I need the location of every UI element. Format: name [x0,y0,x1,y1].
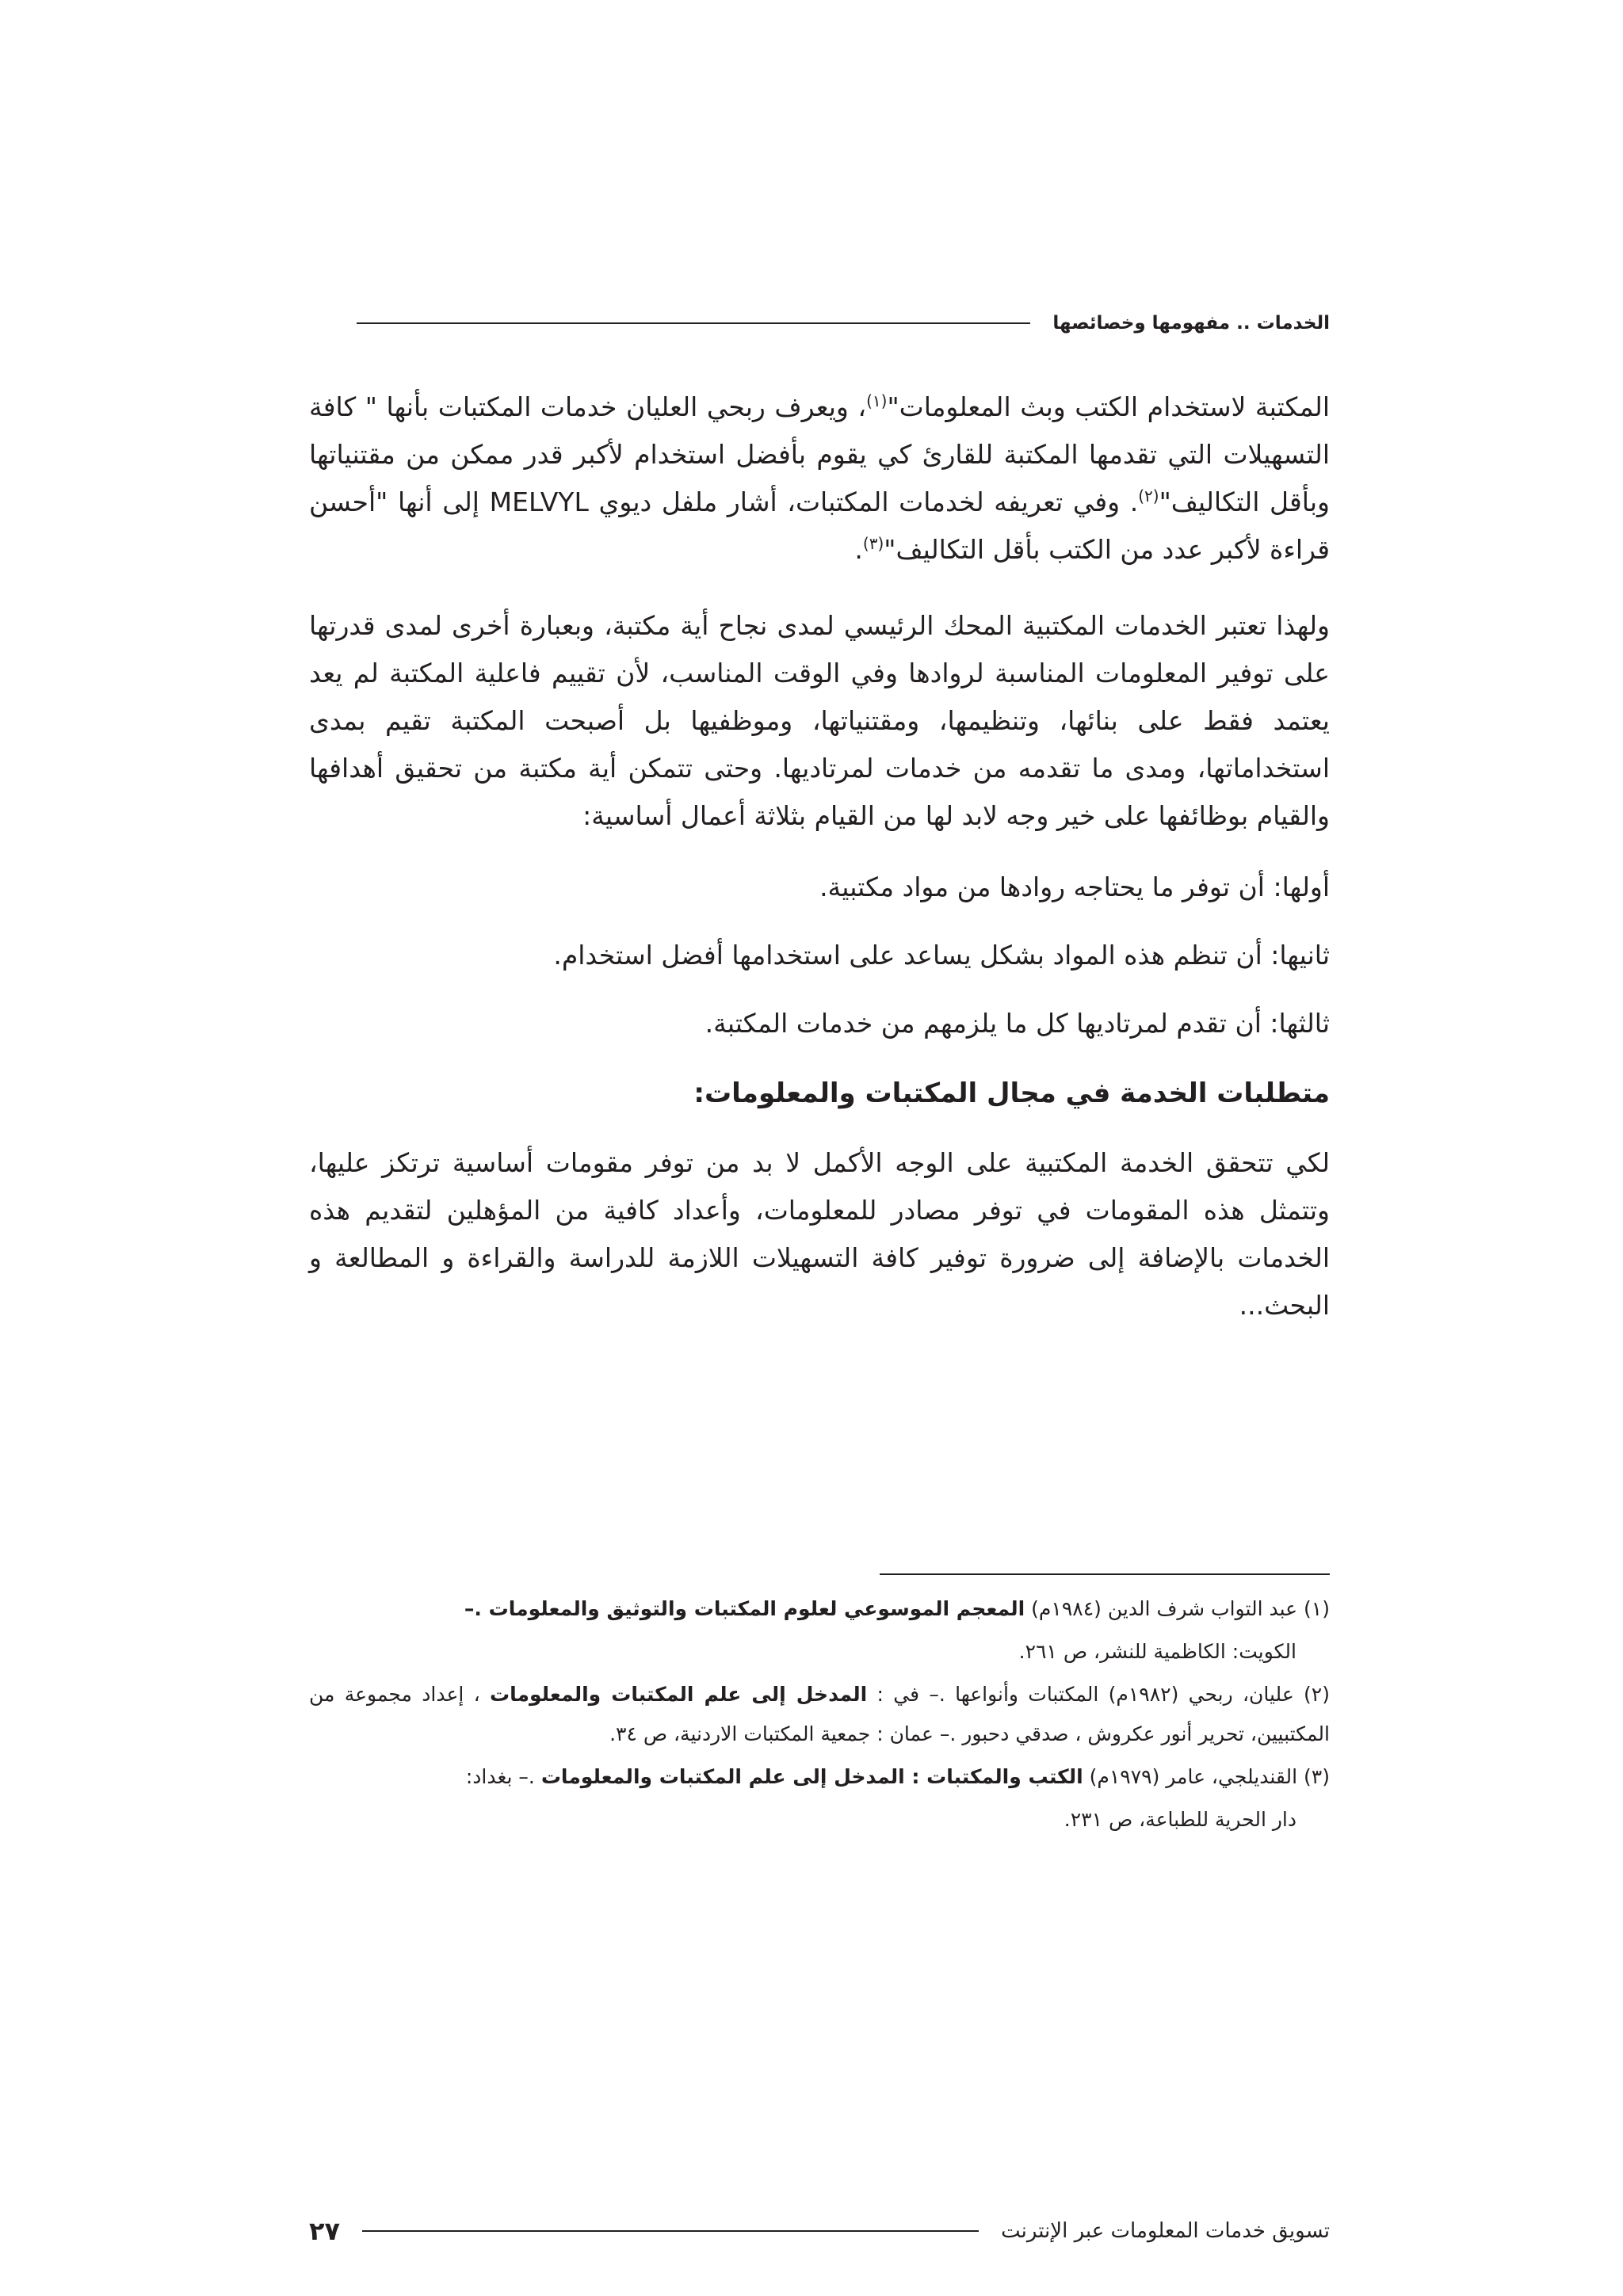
footnote-1 [309,1589,1330,1629]
document-page [309,0,1330,2296]
footnote-1-continued: الكويت: الكاظمية للنشر، ص ٢٦١. [1018,1640,1296,1663]
section-heading: متطلبات الخدمة في مجال المكتبات والمعلومات: [693,1077,1330,1109]
footnotes [309,1589,1330,1843]
running-footer [309,2212,1330,2250]
paragraph-1-part-a: المكتبة لاستخدام الكتب وبث المعلومات" [887,391,1331,422]
footnote-2-author: (٢) عليان، ربحي (١٩٨٢م) المكتبات وأنواعها .– في : [867,1683,1330,1706]
footer-rule [362,2230,979,2232]
footnote-2-details: ، إعداد مجموعة من المكتبيين، تحرير أنور عكروش ، صدقي دحبور .– عمان : جمعية المكتبات الاردنية، ص ٣٤. [309,1683,1330,1745]
paragraph-1 [309,383,1330,574]
page-number: ٢٧ [309,2216,341,2246]
body-text [309,383,1330,1329]
header-rule [357,322,1030,324]
footnote-2 [309,1675,1330,1754]
footnote-3-title: الكتب والمكتبات : المدخل إلى علم المكتبات والمعلومات [540,1765,1083,1788]
list-item-2: ثانيها: أن تنظم هذه المواد بشكل يساعد على استخدامها أفضل استخدام. [553,940,1330,971]
footnote-1-author: (١) عبد التواب شرف الدين (١٩٨٤م) [1025,1597,1330,1620]
running-header-title: الخدمات .. مفهومها وخصائصها [1052,313,1330,334]
footnote-2-title: المدخل إلى علم المكتبات والمعلومات [489,1683,868,1706]
footnote-3 [309,1757,1330,1797]
running-header [309,307,1330,339]
footnote-3-continued: دار الحرية للطباعة، ص ٢٣١. [1064,1808,1296,1831]
paragraph-3: لكي تتحقق الخدمة المكتبية على الوجه الأكمل لا بد من توفر مقومات أساسية ترتكز عليها، وتتمثل هذه المقومات في توفر مصادر للمعلومات، وأعداد كافية من المؤهلين لتقديم هذه الخدمات بالإضافة إلى ضرورة توفير كافة التسهيلات اللازمة للدراسة والقراءة و المطالعة و البحث... [309,1147,1330,1321]
footer-book-title: تسويق خدمات المعلومات عبر الإنترنت [1001,2219,1330,2243]
footnote-separator [880,1573,1330,1575]
paragraph-2: ولهذا تعتبر الخدمات المكتبية المحك الرئيسي لمدى نجاح أية مكتبة، وبعبارة أخرى لمدى قدرتها على توفير المعلومات المناسبة لروادها وفي الوقت المناسب، لأن تقييم فاعلية المكتبة لم يعد يعتمد فقط على بنائها، وتنظيمها، ومقتنياتها، وموظفيها بل أصبحت المكتبة تقيم بمدى استخداماتها، ومدى ما تقدمه من خدمات لمرتاديها. وحتى تتمكن أية مكتبة من تحقيق أهدافها والقيام بوظائفها على خير وجه لابد لها من القيام بثلاثة أعمال أساسية: [309,610,1330,831]
paragraph-1-part-d: . [854,534,863,565]
footnote-3-author: (٣) القنديلجي، عامر (١٩٧٩م) [1083,1765,1330,1788]
footnote-ref-3: (٣) [862,534,884,553]
paragraph-1-part-c: . وفي تعريفه لخدمات المكتبات، أشار ملفل ديوي MELVYL إلى أنها "أحسن قراءة لأكبر عدد من الكتب بأقل التكاليف" [309,486,1330,565]
list-item-1: أولها: أن توفر ما يحتاجه روادها من مواد مكتبية. [819,871,1330,902]
footnote-ref-1: (١) [866,391,888,410]
footnote-ref-2: (٢) [1138,486,1159,505]
list-item-3: ثالثها: أن تقدم لمرتاديها كل ما يلزمهم من خدمات المكتبة. [705,1008,1330,1039]
footnote-1-title: المعجم الموسوعي لعلوم المكتبات والتوثيق والمعلومات .– [464,1597,1025,1620]
footnote-3-place: .– بغداد: [465,1765,541,1788]
paragraph-1-part-b: ، ويعرف ربحي العليان خدمات المكتبات بأنها " كافة التسهيلات التي تقدمها المكتبة للقارئ كي يقوم بأفضل استخدام لأكبر قدر ممكن من مقتنياتها وبأقل التكاليف" [309,391,1330,517]
